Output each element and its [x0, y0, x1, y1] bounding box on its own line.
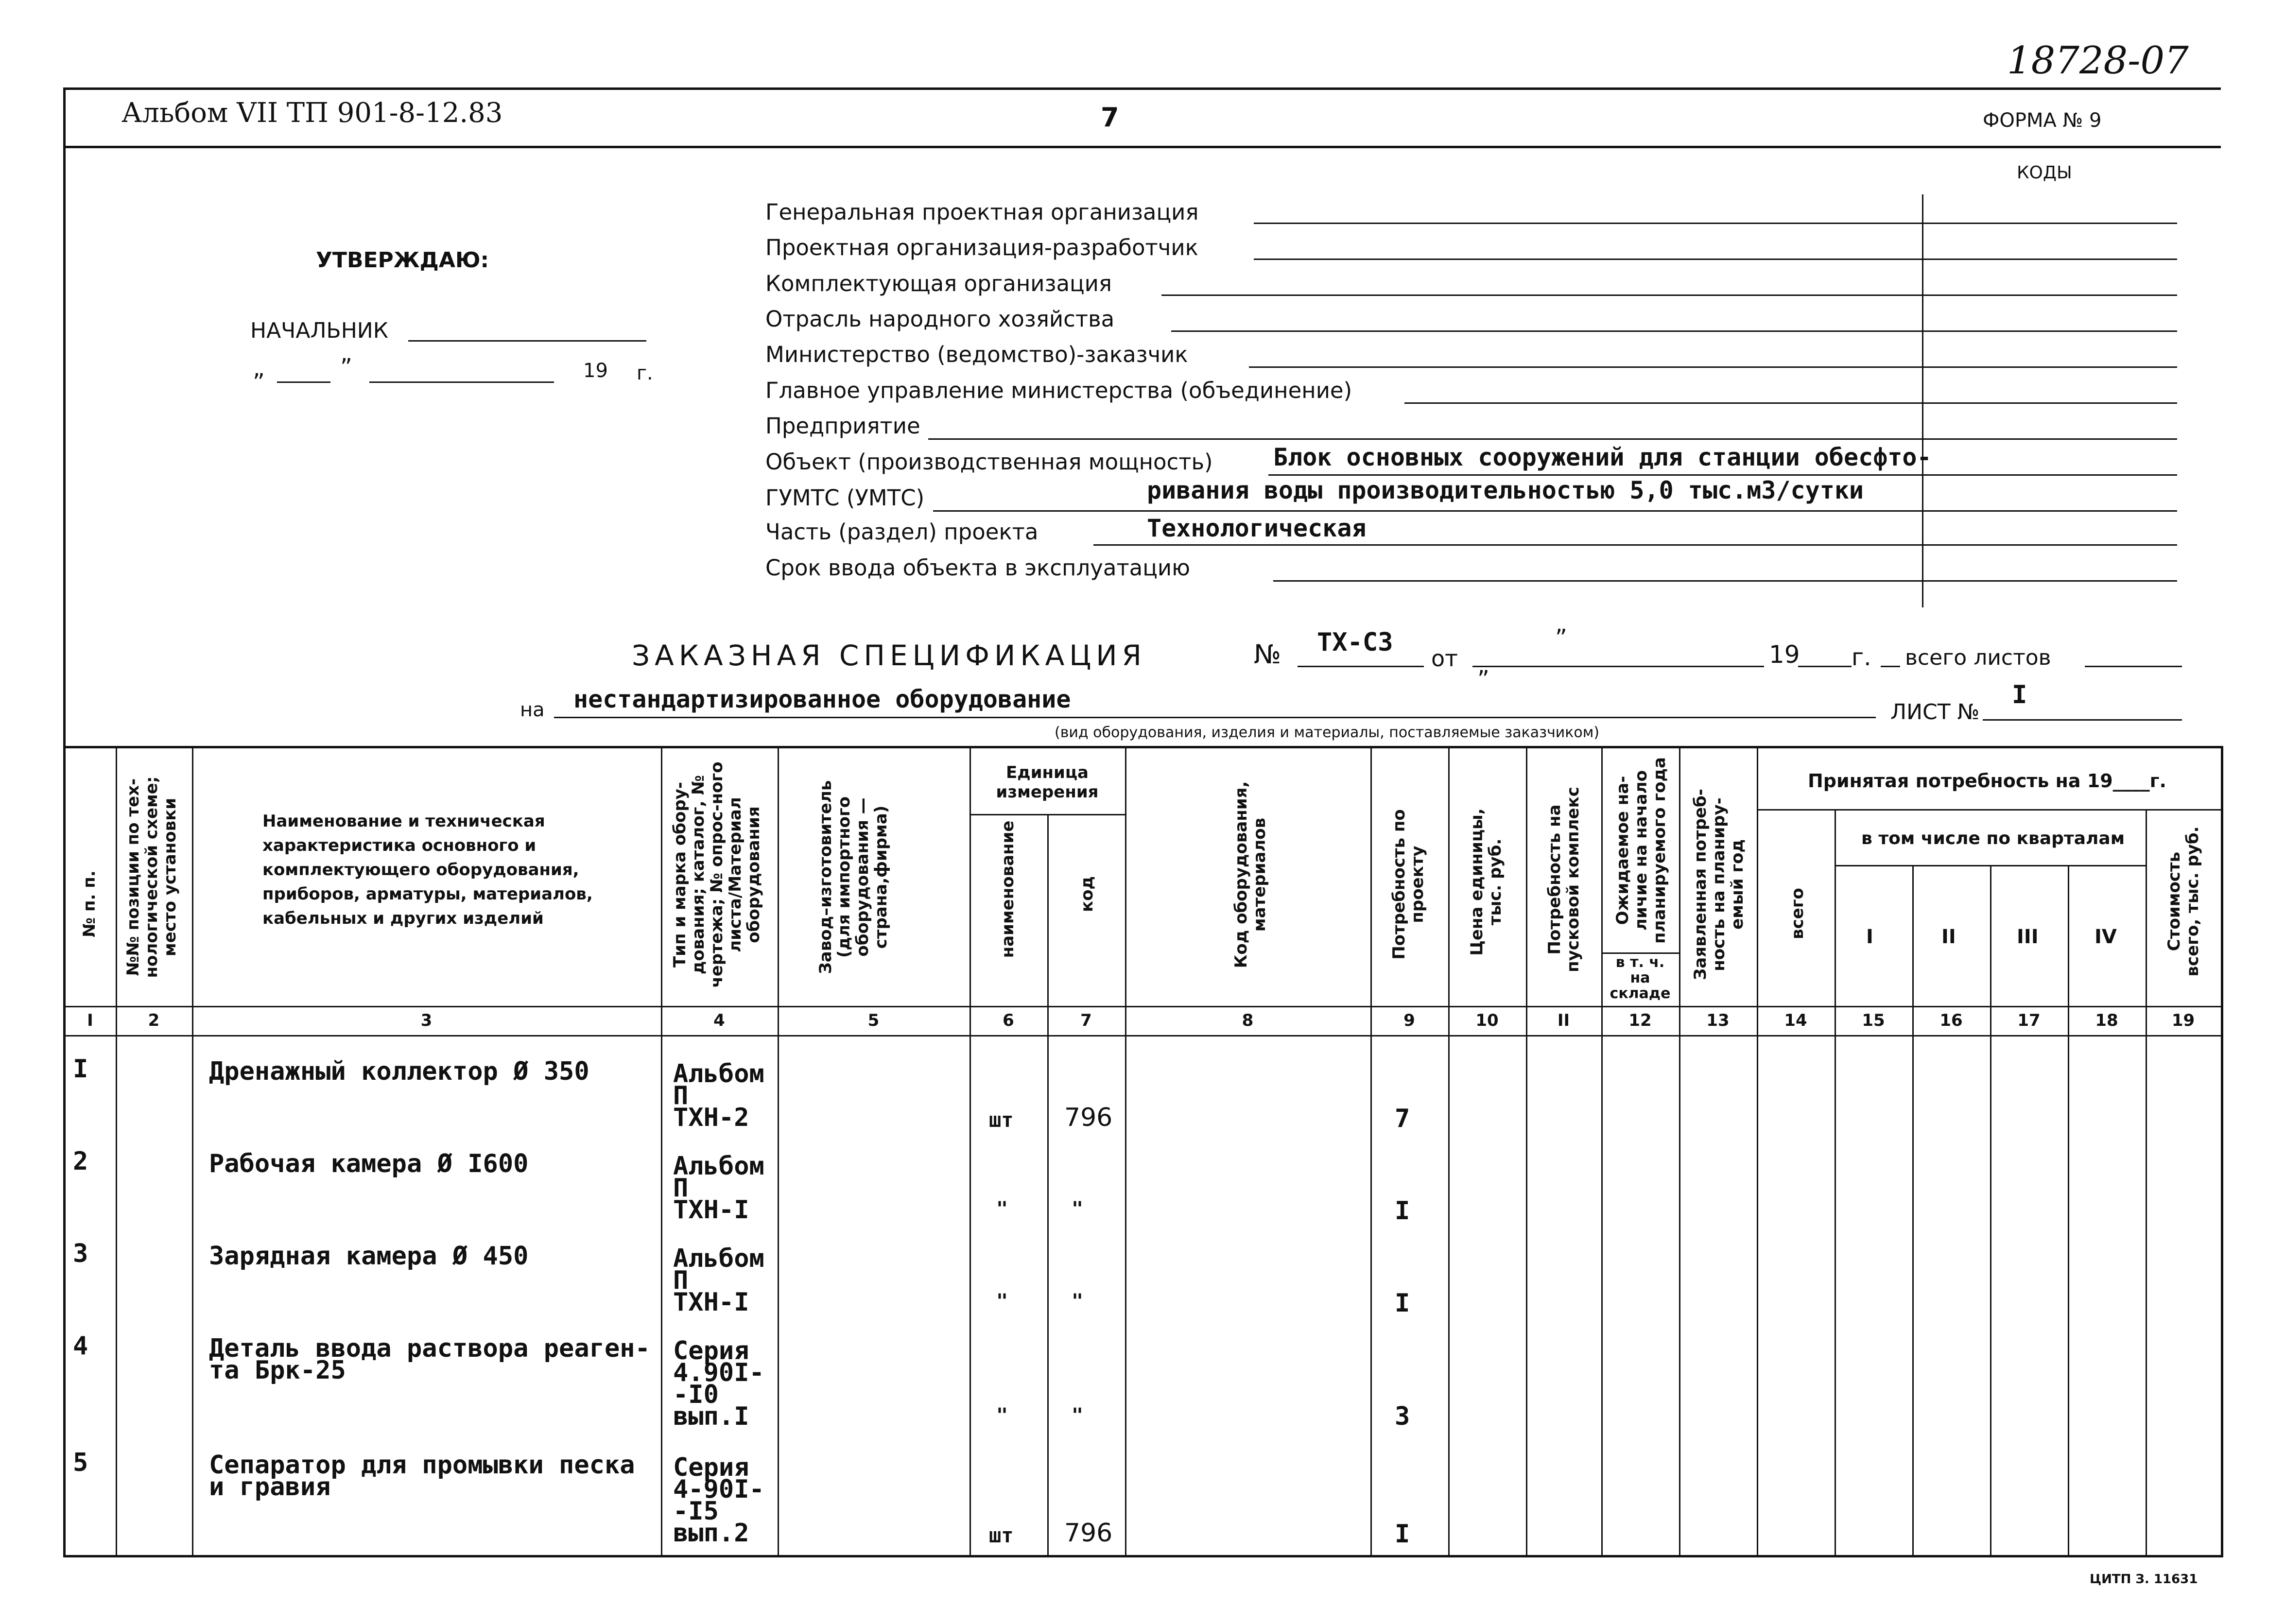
org-field-label: Проектная организация-разработчик [765, 235, 1198, 260]
org-field-label: Генеральная проектная организация [765, 199, 1199, 225]
chief-label: НАЧАЛЬНИК [250, 318, 388, 343]
header-project-need: Потребность по проекту [1389, 809, 1427, 960]
row-name-line: Деталь ввода раствора реаген- [209, 1334, 650, 1363]
page-number: 7 [1101, 102, 1119, 133]
row-unit-code: " [1072, 1198, 1084, 1220]
document-number: 18728-07 [2007, 39, 2189, 83]
row-unit: шт [989, 1523, 1014, 1547]
spec-year-suffix: г. [1852, 644, 1871, 671]
org-field-line[interactable] [1254, 198, 2177, 224]
header-unit-name: наименование [998, 820, 1018, 958]
row-type-line: Альбом [673, 1152, 764, 1181]
row-name-line: та Брк-25 [209, 1356, 346, 1385]
row-name-line: Рабочая камера Ø I600 [209, 1149, 529, 1178]
column-number-row-bottom [63, 1035, 2221, 1037]
org-field-line[interactable] [1249, 342, 2177, 368]
column-number: 13 [1706, 1011, 1730, 1030]
org-field-line[interactable] [1254, 234, 2177, 260]
column-number: 4 [713, 1011, 725, 1030]
header-quarters-group: в том числе по кварталам [1861, 829, 2125, 848]
spec-total-sheets-label: всего листов [1905, 645, 2051, 670]
org-field-label: ГУМТС (УМТС) [765, 485, 925, 511]
row-type-line: П [673, 1266, 689, 1295]
org-field-label: Отрасль народного хозяйства [765, 306, 1115, 332]
footer-stamp: ЦИТП З. 11631 [2090, 1572, 2198, 1587]
table-right-border [2221, 746, 2223, 1557]
spec-year-prefix: 19 [1769, 640, 1800, 669]
column-number: 8 [1242, 1011, 1254, 1030]
col-divider [1125, 746, 1126, 1555]
row-type-line: Альбом [673, 1244, 764, 1273]
album-reference: Альбом VII ТП 901-8-12.83 [121, 97, 503, 129]
col-divider [116, 746, 117, 1555]
col-divider [1448, 746, 1450, 1555]
org-field-label: Часть (раздел) проекта [765, 519, 1039, 545]
col-divider [1601, 746, 1603, 1555]
header-cost: Стоимость всего, тыс. руб. [2164, 826, 2202, 977]
spec-for-label: на [520, 699, 545, 721]
header-name: Наименование и техническая характеристика основного и комплектующего оборудования, приборов, арматуры, материалов, кабельных и других изделий [262, 812, 593, 928]
spec-dash-field[interactable] [1881, 641, 1900, 667]
column-number: 14 [1784, 1011, 1807, 1030]
header-q4: IV [2095, 926, 2117, 948]
row-number: 3 [73, 1239, 88, 1268]
quarters-group-line [1835, 865, 2146, 866]
header-num: № п. п. [80, 870, 99, 937]
spec-title: ЗАКАЗНАЯ СПЕЦИФИКАЦИЯ [632, 639, 1146, 672]
col-divider [192, 746, 193, 1555]
spec-sheet-value: I [2012, 680, 2027, 709]
row-type-line: ТХН-I [673, 1195, 749, 1225]
col-divider [1679, 746, 1680, 1555]
row-number: I [73, 1054, 88, 1084]
row-type-line: ТХН-I [673, 1288, 749, 1317]
col-divider [1757, 746, 1758, 1555]
row-type-line: 4.90I- [673, 1358, 764, 1387]
header-position: №№ позиции по тех-нологической схеме; место установки [123, 776, 180, 978]
org-field-label: Министерство (ведомство)-заказчик [765, 342, 1188, 367]
col-divider [778, 746, 779, 1555]
row-number: 4 [73, 1331, 88, 1361]
codes-column-divider [1922, 194, 1923, 607]
date-day-field[interactable] [277, 357, 330, 383]
chief-signature-field[interactable] [408, 316, 646, 342]
column-number: II [1557, 1011, 1570, 1030]
col-divider [1047, 814, 1049, 1555]
header-manufacturer: Завод–изготовитель (для импортного оборудования —страна,фирма) [816, 780, 891, 974]
header-unit-group: Единица измерения [996, 763, 1099, 802]
row-type-line: ТХН-2 [673, 1103, 749, 1132]
spec-from-label: от [1431, 645, 1458, 672]
spec-total-sheets-field[interactable] [2085, 641, 2182, 667]
header-unit-code: код [1077, 876, 1097, 912]
object-value: Блок основных сооружений для станции обесфто- [1273, 443, 1932, 471]
header-unit-price: Цена единицы, тыс. руб. [1467, 808, 1505, 956]
org-field-line[interactable] [928, 414, 2177, 440]
org-field-line[interactable] [1161, 270, 2177, 296]
column-number: 18 [2095, 1011, 2118, 1030]
row-type-line: Альбом [673, 1059, 764, 1088]
date-month-field[interactable] [369, 357, 554, 383]
row-unit: шт [989, 1108, 1014, 1132]
column-number: 15 [1862, 1011, 1885, 1030]
row-type-line: 4-90I- [673, 1475, 764, 1504]
column-number: 3 [420, 1011, 433, 1030]
column-number: 2 [148, 1011, 160, 1030]
row-unit: " [996, 1404, 1008, 1427]
col-divider [969, 746, 971, 1555]
row-name-line: Зарядная камера Ø 450 [209, 1242, 529, 1271]
row-name-line: Дренажный коллектор Ø 350 [209, 1057, 589, 1086]
org-field-label: Комплектующая организация [765, 271, 1112, 296]
row-unit-code: " [1072, 1404, 1084, 1427]
org-field-label: Предприятие [765, 413, 920, 439]
row-unit-code: 796 [1064, 1519, 1113, 1548]
approve-title: УТВЕРЖДАЮ: [316, 248, 489, 273]
header-declared: Заявленная потреб-ность на планиру-емый год [1691, 789, 1747, 980]
table-top-border [63, 746, 2221, 748]
row-type-line: Серия [673, 1336, 749, 1365]
top-border [63, 87, 2221, 90]
header-launch-need: Потребность на пусковой комплекс [1545, 787, 1583, 972]
col-divider [2068, 865, 2069, 1555]
row-type-line: вып.I [673, 1402, 749, 1431]
row-qty: I [1395, 1289, 1410, 1318]
row-qty: I [1395, 1196, 1410, 1226]
org-field-line[interactable] [1273, 556, 2177, 582]
table-header-bottom [63, 1006, 2221, 1007]
date-year-suffix: г. [637, 362, 653, 384]
column-number: 16 [1939, 1011, 1963, 1030]
row-qty: I [1395, 1520, 1410, 1549]
row-type-line: -I5 [673, 1497, 719, 1526]
row-unit: " [996, 1290, 1008, 1313]
date-year-prefix: 19 [583, 360, 608, 382]
org-field-label: Объект (производственная мощность) [765, 449, 1213, 475]
col-divider [2146, 809, 2147, 1555]
spec-for-value: нестандартизированное оборудование [573, 685, 1071, 713]
column-number: 7 [1080, 1011, 1092, 1030]
accepted-group-line [1757, 809, 2221, 811]
org-field-line[interactable] [1404, 378, 2177, 404]
header-in-stock: в т. ч. на складе [1610, 954, 1671, 1002]
column-number: 5 [867, 1011, 880, 1030]
col-divider [1990, 865, 1991, 1555]
row-type-line: -I0 [673, 1380, 719, 1409]
form-number: ФОРМА № 9 [1983, 109, 2102, 132]
header-q2: II [1941, 926, 1956, 948]
row-type-line: вып.2 [673, 1519, 749, 1548]
header-expected: Ожидаемое на-личие на начало планируемого года [1613, 757, 1669, 944]
col-divider [1526, 746, 1527, 1555]
table-bottom-border [63, 1555, 2221, 1557]
header-q1: I [1866, 926, 1873, 948]
org-field-label: Срок ввода объекта в эксплуатацию [765, 555, 1190, 581]
header-total: всего [1788, 888, 1807, 939]
col-divider [661, 746, 662, 1555]
header-separator [63, 146, 2221, 148]
object-value-continued: ривания воды производительностью 5,0 тыс.м3/сутки [1147, 476, 1864, 504]
header-type: Тип и марка обору-дования; каталог, № чертежа; № опрос-ного листа/Материал оборудования [670, 761, 763, 988]
column-number: 6 [1003, 1011, 1014, 1030]
row-qty: 7 [1395, 1104, 1410, 1133]
spec-year-field[interactable] [1798, 641, 1852, 667]
col-divider [1370, 746, 1372, 1555]
column-number: 10 [1475, 1011, 1499, 1030]
spec-date-field[interactable] [1472, 641, 1764, 667]
row-unit-code: 796 [1064, 1103, 1113, 1132]
row-type-line: Серия [673, 1453, 749, 1482]
date-quote-close: ” [340, 354, 352, 381]
spec-no-value: ТХ-С3 [1317, 628, 1393, 657]
header-accepted-group: Принятая потребность на 19____г. [1808, 770, 2166, 792]
col-divider [1835, 809, 1836, 1555]
header-q3: III [2017, 926, 2039, 948]
column-number: I [87, 1011, 93, 1030]
row-number: 5 [73, 1448, 88, 1477]
row-unit: " [996, 1198, 1008, 1220]
row-name-line: и гравия [209, 1472, 331, 1502]
project-part-value: Технологическая [1147, 514, 1367, 542]
spec-sheet-label: ЛИСТ № [1890, 700, 1980, 725]
org-field-line[interactable] [1171, 306, 2177, 332]
row-qty: 3 [1395, 1402, 1410, 1431]
column-number: 9 [1403, 1011, 1415, 1030]
row-number: 2 [73, 1147, 88, 1176]
date-quote-open: „ [253, 355, 265, 382]
spec-quote-open: ” [1555, 624, 1567, 652]
org-field-label: Главное управление министерства (объединение) [765, 378, 1352, 403]
left-border [63, 87, 66, 1555]
column-number: 17 [2017, 1011, 2041, 1030]
spec-quote-close: ” [1477, 666, 1489, 693]
column-number: 19 [2171, 1011, 2195, 1030]
spec-note: (вид оборудования, изделия и материалы, поставляемые заказчиком) [1055, 724, 1600, 741]
col-divider [1912, 865, 1914, 1555]
unit-group-line [969, 814, 1125, 815]
codes-label: КОДЫ [2017, 163, 2072, 183]
column-number: 12 [1628, 1011, 1652, 1030]
row-type-line: П [673, 1174, 689, 1203]
row-name-line: Сепаратор для промывки песка [209, 1451, 635, 1480]
spec-no-label: № [1254, 639, 1281, 670]
row-unit-code: " [1072, 1290, 1084, 1313]
row-type-line: П [673, 1081, 689, 1110]
header-equipment-code: Код оборудования, материалов [1231, 781, 1269, 968]
